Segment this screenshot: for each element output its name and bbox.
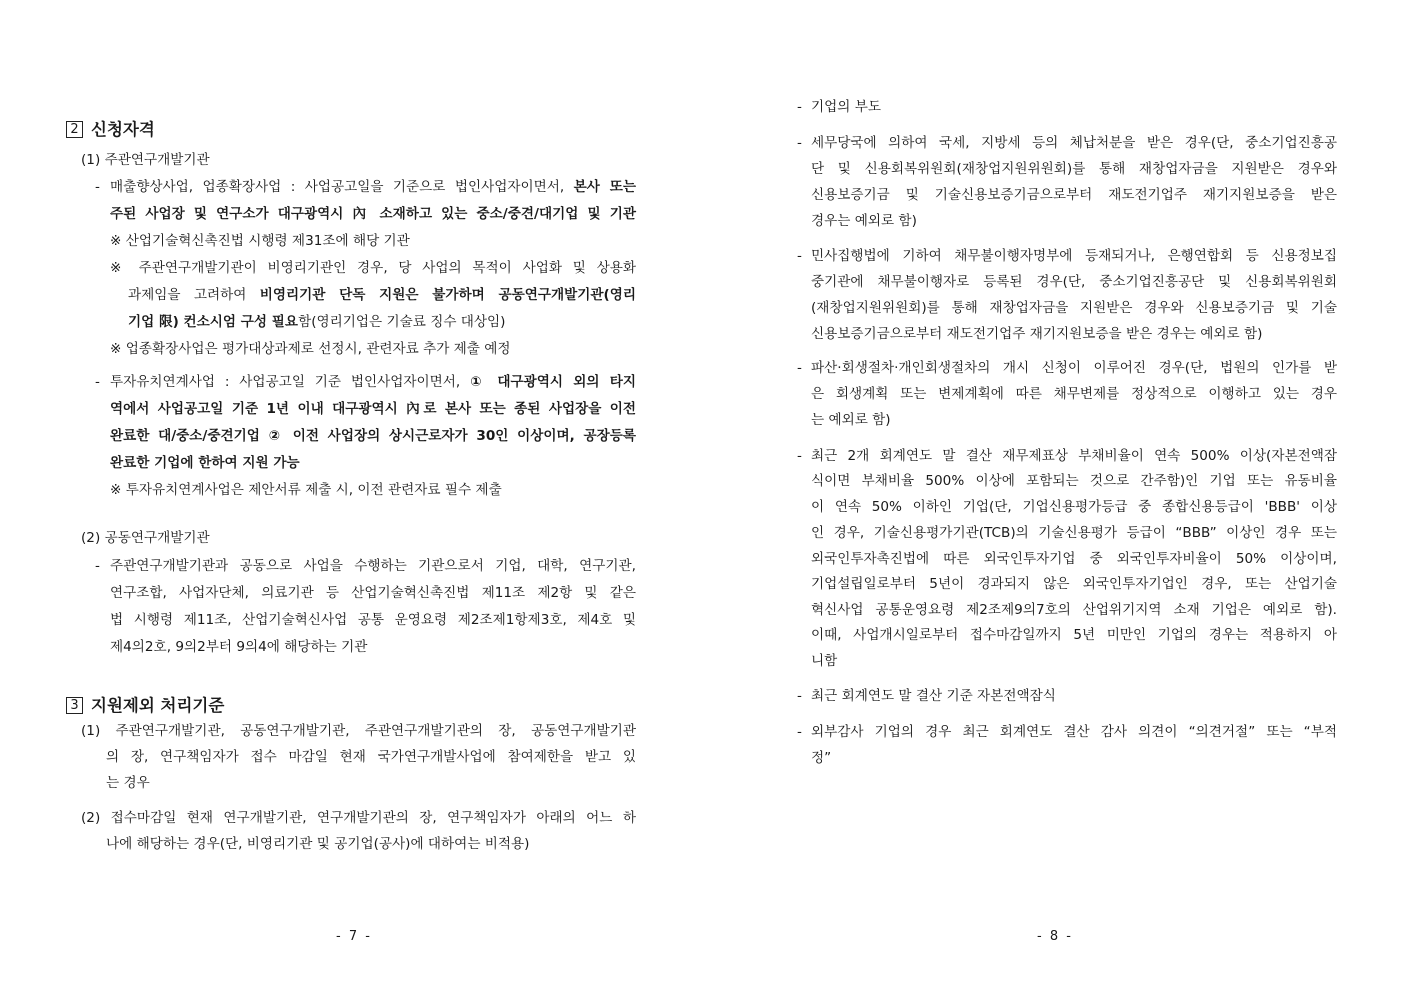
exclusion-default-line4: 신용보증기금으로부터 재도전기업주 재기지원보증을 받은 경우는 예외로 함) <box>811 326 1263 342</box>
exclusion-audit-opinion-line1: 외부감사 기업의 경우 최근 회계연도 결산 감사 의견이 “의견거절” 또는 “부적 <box>811 724 1337 740</box>
exclusion-debt-ratio-line3: 이 연속 50% 이하인 기업(단, 기업신용평가등급 중 종합신용등급이 'BBB' 이상 <box>811 499 1337 515</box>
section-number-box: 3 <box>66 697 83 714</box>
joint-institution-line2: 연구조합, 사업자단체, 의료기관 등 산업기술혁신촉진법 제11조 제2항 및 같은 <box>110 585 636 601</box>
note-investment-docs: ※ 투자유치연계사업은 제안서류 제출 시, 이전 관련자료 필수 제출 <box>110 482 502 498</box>
exclusion-2-line1: (2) 접수마감일 현재 연구개발기관, 연구개발기관의 장, 연구책임자가 아래의 어느 하 <box>81 810 636 826</box>
exclusion-debt-ratio-line8: 이때, 사업개시일로부터 접수마감일까지 5년 미만인 기업의 경우는 적용하지 아 <box>811 627 1337 643</box>
bullet-dash: - <box>797 99 802 115</box>
exclusion-tax-line3: 신용보증기금 및 기술신용보증기금으로부터 재도전기업주 재기지원보증을 받은 <box>811 187 1337 203</box>
bullet-investment-line1: 투자유치연계사업 : 사업공고일 기준 법인사업자이면서, ① 대구광역시 외의 타지 <box>110 374 636 390</box>
bullet-dash: - <box>797 724 802 740</box>
exclusion-rehabilitation-line1: 파산·회생절차·개인회생절차의 개시 신청이 이루어진 경우(단, 법원의 인가를 받 <box>811 360 1337 376</box>
exclusion-rehabilitation-line2: 은 회생계획 또는 변제계획에 따른 채무변제를 정상적으로 이행하고 있는 경우 <box>811 386 1337 402</box>
subsection-joint-institution: (2) 공동연구개발기관 <box>81 530 210 546</box>
exclusion-audit-opinion-line2: 정” <box>811 750 832 766</box>
subsection-lead-institution: (1) 주관연구개발기관 <box>81 152 210 168</box>
left-page <box>0 0 701 992</box>
exclusion-bankruptcy: 기업의 부도 <box>811 99 881 115</box>
exclusion-tax-line2: 단 및 신용회복위원회(재창업지원위원회)를 통해 재창업자금을 지원받은 경우와 <box>811 161 1337 177</box>
exclusion-debt-ratio-line2: 식이면 부채비율 500% 이상에 포함되는 것으로 간주함)인 기업 또는 유동비율 <box>811 473 1337 489</box>
page-number: - 7 - <box>336 929 372 944</box>
bullet-dash: - <box>797 135 802 151</box>
joint-institution-line1: 주관연구개발기관과 공동으로 사업을 수행하는 기관으로서 기업, 대학, 연구기관, <box>110 558 636 574</box>
exclusion-tax-line1: 세무당국에 의하여 국세, 지방세 등의 체납처분을 받은 경우(단, 중소기업진흥공 <box>811 135 1337 151</box>
note-industrial-tech-act: ※ 산업기술혁신촉진법 시행령 제31조에 해당 기관 <box>110 233 410 249</box>
note-nonprofit-line1: ※ 주관연구개발기관이 비영리기관인 경우, 당 사업의 목적이 사업화 및 상용화 <box>110 260 636 276</box>
exclusion-default-line2: 중기관에 채무불이행자로 등록된 경우(단, 중소기업진흥공단 및 신용회복위원회 <box>811 274 1337 290</box>
exclusion-debt-ratio-line7: 혁신사업 공통운영요령 제2조제9의7호의 산업위기지역 소재 기업은 예외로 함). <box>811 602 1337 618</box>
bullet-sales-expansion-line2: 주된 사업장 및 연구소가 대구광역시 內 소재하고 있는 중소/중견/대기업 및 기관 <box>110 206 636 222</box>
note-nonprofit-line3: 기업 限) 컨소시엄 구성 필요함(영리기업은 기술료 징수 대상임) <box>128 314 506 330</box>
exclusion-1-line1: (1) 주관연구개발기관, 공동연구개발기관, 주관연구개발기관의 장, 공동연구개발기관 <box>81 723 636 739</box>
note-industry-expansion: ※ 업종확장사업은 평가대상과제로 선정시, 관련자료 추가 제출 예정 <box>110 341 511 357</box>
exclusion-2-line2: 나에 해당하는 경우(단, 비영리기관 및 공기업(공사)에 대하여는 비적용) <box>106 836 530 852</box>
section-number-box: 2 <box>66 121 83 138</box>
bullet-dash: - <box>95 558 100 574</box>
bullet-dash: - <box>797 248 802 264</box>
exclusion-debt-ratio-line6: 기업설립일로부터 5년이 경과되지 않은 외국인투자기업인 경우, 또는 산업기술 <box>811 576 1337 592</box>
section-heading-exclusion <box>66 692 224 716</box>
bullet-investment-line3: 완료한 대/중소/중견기업 ② 이전 사업장의 상시근로자가 30인 이상이며, 공장등록 <box>110 428 636 444</box>
bullet-dash: - <box>95 179 100 195</box>
exclusion-debt-ratio-line5: 외국인투자촉진법에 따른 외국인투자기업 중 외국인투자비율이 50% 이상이며, <box>811 551 1337 567</box>
page-number: - 8 - <box>1037 929 1073 944</box>
exclusion-capital-impairment: 최근 회계연도 말 결산 기준 자본전액잠식 <box>811 688 1056 704</box>
exclusion-debt-ratio-line9: 니함 <box>811 653 838 669</box>
right-page <box>701 0 1403 992</box>
exclusion-tax-line4: 경우는 예외로 함) <box>811 213 917 229</box>
bullet-dash: - <box>797 688 802 704</box>
bullet-sales-expansion-line1: 매출향상사업, 업종확장사업 : 사업공고일을 기준으로 법인사업자이면서, 본사 또는 <box>110 179 637 195</box>
bullet-investment-line2: 역에서 사업공고일 기준 1년 이내 대구광역시 內로 본사 또는 종된 사업장을 이전 <box>110 401 636 417</box>
note-nonprofit-line2: 과제임을 고려하여 비영리기관 단독 지원은 불가하며 공동연구개발기관(영리 <box>128 287 636 303</box>
exclusion-default-line1: 민사집행법에 기하여 채무불이행자명부에 등재되거나, 은행연합회 등 신용정보집 <box>811 248 1337 264</box>
exclusion-default-line3: (재창업지원위원회)를 통해 재창업자금을 지원받은 경우와 신용보증기금 및 기술 <box>811 300 1337 316</box>
section-title: 지원제외 처리기준 <box>91 696 225 715</box>
exclusion-1-line2: 의 장, 연구책임자가 접수 마감일 현재 국가연구개발사업에 참여제한을 받고 있 <box>106 749 636 765</box>
section-title: 신청자격 <box>91 120 155 139</box>
exclusion-rehabilitation-line3: 는 예외로 함) <box>811 412 891 428</box>
joint-institution-line4: 제4의2호, 9의2부터 9의4에 해당하는 기관 <box>110 639 368 655</box>
bullet-dash: - <box>95 374 100 390</box>
joint-institution-line3: 법 시행령 제11조, 산업기술혁신사업 공통 운영요령 제2조제1항제3호, 제4호 및 <box>110 612 636 628</box>
bullet-investment-line4: 완료한 기업에 한하여 지원 가능 <box>110 455 300 471</box>
exclusion-1-line3: 는 경우 <box>106 775 150 791</box>
bullet-dash: - <box>797 448 802 464</box>
exclusion-debt-ratio-line4: 인 경우, 기술신용평가기관(TCB)의 기술신용평가 등급이 “BBB” 이상인 경우 또는 <box>811 525 1337 541</box>
exclusion-debt-ratio-line1: 최근 2개 회계연도 말 결산 재무제표상 부채비율이 연속 500% 이상(자본전액잠 <box>811 448 1337 464</box>
bullet-dash: - <box>797 360 802 376</box>
section-heading-eligibility <box>66 116 155 140</box>
